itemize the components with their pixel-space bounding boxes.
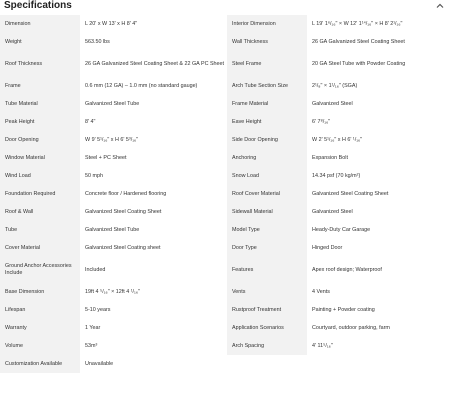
section-title: Specifications: [4, 0, 72, 11]
spec-label: Ground Anchor Accessories Include: [0, 257, 80, 283]
spec-row: [0, 131, 452, 149]
spec-row: [0, 221, 452, 239]
spec-label: Weight: [0, 33, 80, 51]
spec-label: Warranty: [0, 319, 80, 337]
spec-label: [227, 355, 307, 373]
spec-value: Steel + PC Sheet: [80, 149, 227, 167]
spec-label: Door Opening: [0, 131, 80, 149]
spec-label: Roof & Wall: [0, 203, 80, 221]
spec-value: Galvanized Steel: [307, 203, 452, 221]
spec-value: 14.34 psf (70 kg/m²): [307, 167, 452, 185]
spec-label: Tube: [0, 221, 80, 239]
spec-value: 4' 11⁵/₁₆": [307, 337, 452, 355]
spec-label: Model Type: [227, 221, 307, 239]
spec-label: Wall Thickness: [227, 33, 307, 51]
spec-value: Galvanized Steel Coating sheet: [80, 239, 227, 257]
spec-label: Customization Available: [0, 355, 80, 373]
spec-label: Sidewall Material: [227, 203, 307, 221]
spec-value: 0.6 mm (12 GA) – 1.0 mm (no standard gauge): [80, 77, 227, 95]
spec-label: Peak Height: [0, 113, 80, 131]
spec-label: Roof Thickness: [0, 51, 80, 77]
spec-row: [0, 257, 452, 283]
spec-value: W 9' 5¹/₁₆" x H 6' 5³/₁₆": [80, 131, 227, 149]
spec-label: Rustproof Treatment: [227, 301, 307, 319]
spec-label: Features: [227, 257, 307, 283]
spec-row: [0, 33, 452, 51]
spec-label: Foundation Required: [0, 185, 80, 203]
spec-value: Galvanized Steel Coating Sheet: [307, 185, 452, 203]
spec-label: Frame: [0, 77, 80, 95]
spec-label: Frame Material: [227, 95, 307, 113]
spec-row: [0, 203, 452, 221]
spec-row: [0, 51, 452, 77]
spec-value: 26 GA Galvanized Steel Coating Sheet: [307, 33, 452, 51]
spec-value: 8' 4": [80, 113, 227, 131]
spec-value: Heady-Duty Car Garage: [307, 221, 452, 239]
spec-value: W 2' 5¹/₁₆" x H 6' ¹/₁₆": [307, 131, 452, 149]
spec-value: 6' 7⁸/₁₆": [307, 113, 452, 131]
spec-value: Unavailable: [80, 355, 227, 373]
spec-label: Roof Cover Material: [227, 185, 307, 203]
spec-value: Apex roof design; Waterproof: [307, 257, 452, 283]
spec-value: Courtyard, outdoor parking, farm: [307, 319, 452, 337]
specifications-header[interactable]: [0, 0, 452, 15]
spec-row: [0, 239, 452, 257]
spec-label: Window Material: [0, 149, 80, 167]
spec-value: 1 Year: [80, 319, 227, 337]
spec-label: Snow Load: [227, 167, 307, 185]
spec-label: Application Scenarios: [227, 319, 307, 337]
spec-row: [0, 337, 452, 355]
spec-row: [0, 319, 452, 337]
spec-label: Vents: [227, 283, 307, 301]
chevron-up-icon[interactable]: [434, 0, 446, 12]
spec-label: Side Door Opening: [227, 131, 307, 149]
spec-label: Anchoring: [227, 149, 307, 167]
specifications-table: [0, 15, 452, 373]
spec-value: Concrete floor / Hardened flooring: [80, 185, 227, 203]
spec-label: Base Dimension: [0, 283, 80, 301]
spec-value: Hinged Door: [307, 239, 452, 257]
spec-value: Painting + Powder coating: [307, 301, 452, 319]
spec-value: 4 Vents: [307, 283, 452, 301]
spec-label: Arch Tube Section Size: [227, 77, 307, 95]
spec-row: [0, 113, 452, 131]
spec-label: Door Type: [227, 239, 307, 257]
spec-value: Galvanized Steel: [307, 95, 452, 113]
spec-label: Eave Height: [227, 113, 307, 131]
spec-row: [0, 15, 452, 33]
spec-label: Wind Load: [0, 167, 80, 185]
spec-value: Galvanized Steel Coating Sheet: [80, 203, 227, 221]
spec-row: [0, 301, 452, 319]
spec-row: [0, 167, 452, 185]
spec-value: Included: [80, 257, 227, 283]
spec-row: [0, 185, 452, 203]
spec-label: Lifespan: [0, 301, 80, 319]
spec-value: 26 GA Galvanized Steel Coating Sheet & 22 GA PC Sheet: [80, 51, 227, 77]
spec-value: 20 GA Steel Tube with Powder Coating: [307, 51, 452, 77]
spec-value: Expansion Bolt: [307, 149, 452, 167]
spec-row: [0, 95, 452, 113]
spec-value: L 19' 1⁶/₁₆" × W 12' 1¹⁴/₁₆" × H 8' 2¹/₁₆": [307, 15, 452, 33]
spec-value: Galvanized Steel Tube: [80, 221, 227, 239]
spec-label: Arch Spacing: [227, 337, 307, 355]
spec-row: [0, 283, 452, 301]
spec-value: L 20' x W 13' x H 8' 4": [80, 15, 227, 33]
spec-row: [0, 149, 452, 167]
spec-label: Interior Dimension: [227, 15, 307, 33]
spec-value: 5-10 years: [80, 301, 227, 319]
spec-value: 53m³: [80, 337, 227, 355]
spec-label: Dimension: [0, 15, 80, 33]
spec-row: [0, 77, 452, 95]
spec-label: Tube Material: [0, 95, 80, 113]
spec-label: Volume: [0, 337, 80, 355]
spec-value: 50 mph: [80, 167, 227, 185]
spec-value: [307, 355, 452, 373]
spec-row: [0, 355, 452, 373]
spec-value: 563.50 lbs: [80, 33, 227, 51]
spec-value: Galvanized Steel Tube: [80, 95, 227, 113]
spec-label: Cover Material: [0, 239, 80, 257]
spec-value: 19ft 4 ⁵/₁₆" × 12ft 4 ¹/₁₆": [80, 283, 227, 301]
spec-label: Steel Frame: [227, 51, 307, 77]
spec-value: 2¹/₈" × 1¹/₁₆" (SGA): [307, 77, 452, 95]
